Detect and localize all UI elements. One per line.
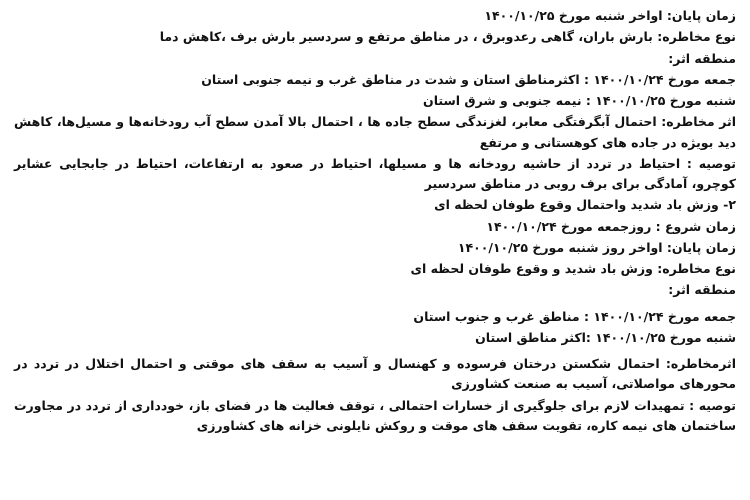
text-line: نوع مخاطره: بارش باران، گاهی رعدوبرق ، در مناطق مرتفع و سردسیر بارش برف ،کاهش دما xyxy=(159,29,736,45)
text-line: ۲- وزش باد شدید واحتمال وقوع طوفان لحظه ای xyxy=(434,197,736,213)
text-line: جمعه مورخ ۱۴۰۰/۱۰/۲۴ : اکثرمناطق استان و شدت در مناطق غرب و نیمه جنوبی استان xyxy=(201,71,736,87)
text-line: شنبه مورخ ۱۴۰۰/۱۰/۲۵ :اکثر مناطق استان xyxy=(475,329,736,345)
text-line: شنبه مورخ ۱۴۰۰/۱۰/۲۵ : نیمه جنوبی و شرق استان xyxy=(423,93,736,108)
text-line: زمان پایان: اواخر روز شنبه مورخ ۱۴۰۰/۱۰/۲۵ xyxy=(457,239,736,255)
text-line: نوع مخاطره: وزش باد شدید و وقوع طوفان لحظه ای xyxy=(410,261,736,276)
text-line: زمان شروع : روزجمعه مورخ ۱۴۰۰/۱۰/۲۴ xyxy=(486,218,736,234)
text-line: منطقه اثر: xyxy=(668,282,736,298)
text-line: اثر مخاطره: احتمال آبگرفتگی معابر، لغزندگی سطح جاده ها ، احتمال بالا آمدن سطح آب رودخانه‌ها و مسیل‌ها، کاهش دید بویژه در جاده های کوهستانی و مرتفع xyxy=(14,114,736,150)
text-line: منطقه اثر: xyxy=(668,50,736,66)
text-line: اثرمخاطره: احتمال شکستن درختان فرسوده و کهنسال و آسیب به سقف های موقتی و احتمال اختلال در تردد در محورهای مواصلاتی، آسیب به صنعت کشاورزی xyxy=(14,356,736,392)
text-line: توصیه : تمهیدات لازم برای جلوگیری از خسارات احتمالی ، توقف فعالیت ها در فضای باز، خودداری از تردد در مجاورت ساختمان های نیمه کاره، تقویت سقف های موقت و روکش نایلونی خزانه های کشاورزی xyxy=(14,397,736,433)
text-line: توصیه : احتیاط در تردد از حاشیه رودخانه ها و مسیلها، احتیاط در صعود به ارتفاعات، احتیاط در جابجایی عشایر کوچرو، آمادگی برای برف روبی در مناطق سردسیر xyxy=(14,155,736,191)
text-line: زمان پایان: اواخر شنبه مورخ ۱۴۰۰/۱۰/۲۵ xyxy=(484,8,736,23)
text-line: جمعه مورخ ۱۴۰۰/۱۰/۲۴ : مناطق غرب و جنوب استان xyxy=(413,308,736,324)
